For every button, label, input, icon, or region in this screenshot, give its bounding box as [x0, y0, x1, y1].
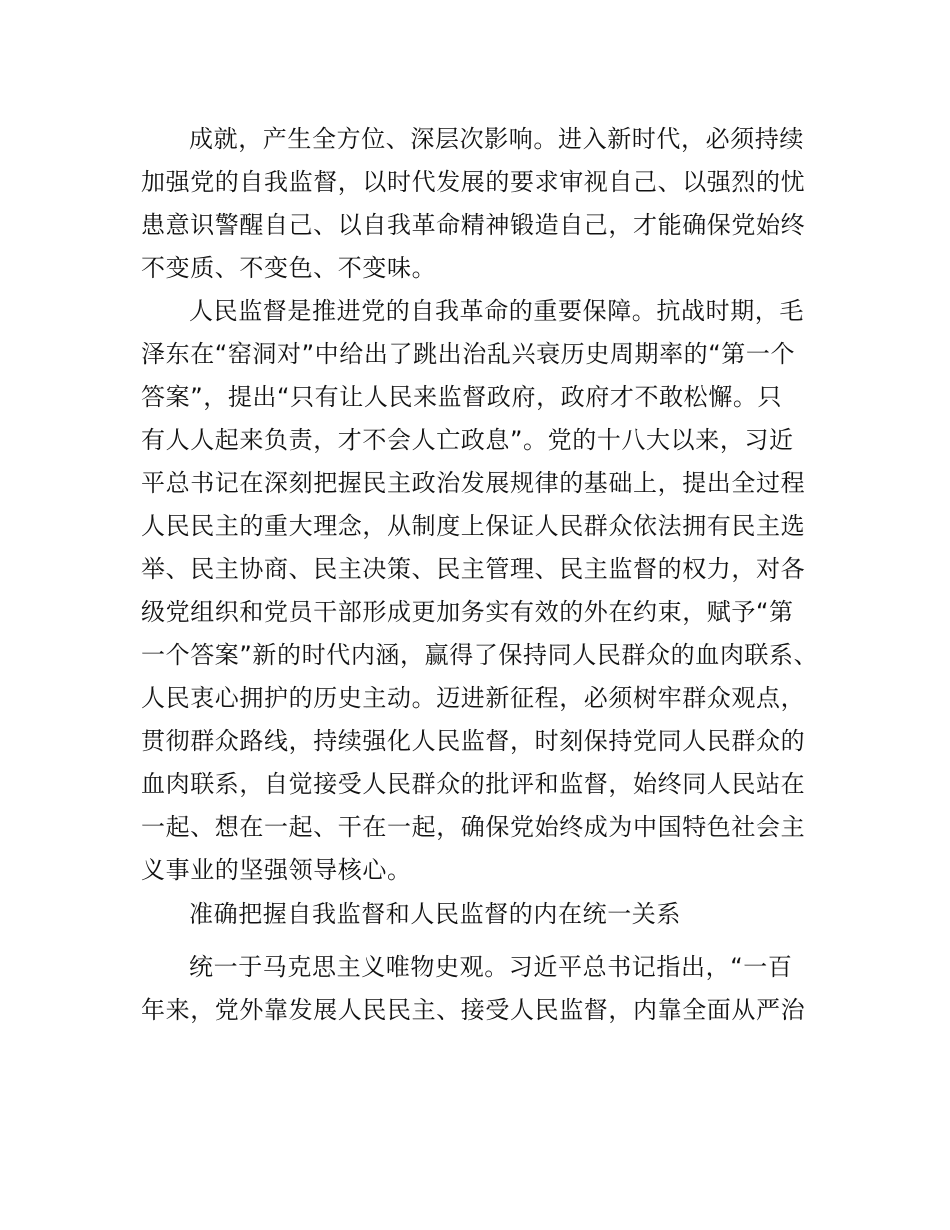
text-line: 血肉联系，自觉接受人民群众的批评和监督，始终同人民站在: [141, 770, 806, 798]
text-line: 答案”，提出“只有让人民来监督政府，政府才不敢松懈。只: [141, 383, 783, 411]
text-line: 加强党的自我监督，以时代发展的要求审视自己、以强烈的忧: [141, 168, 806, 196]
text-line: 级党组织和党员干部形成更加务实有效的外在约束，赋予“第: [141, 598, 794, 626]
text-line: 举、民主协商、民主决策、民主管理、民主监督的权力，对各: [141, 555, 806, 583]
section-heading: [141, 893, 841, 936]
text-line: 义事业的坚强领导核心。: [141, 856, 412, 884]
paragraph-people-supervision: [141, 290, 841, 892]
text-line: 人民衷心拥护的历史主动。迈进新征程，必须树牢群众观点，: [141, 684, 806, 712]
text-line: 患意识警醒自己、以自我革命精神锻造自己，才能确保党始终: [141, 211, 806, 239]
text-line: 贯彻群众路线，持续强化人民监督，时刻保持党同人民群众的: [141, 727, 806, 755]
text-line: 年来，党外靠发展人民民主、接受人民监督，内靠全面从严治: [141, 996, 806, 1024]
text-line: 一个答案”新的时代内涵，赢得了保持同人民群众的血肉联系、: [141, 641, 819, 669]
text-line: 人民民主的重大理念，从制度上保证人民群众依法拥有民主选: [141, 512, 806, 540]
heading-text: 准确把握自我监督和人民监督的内在统一关系: [189, 900, 681, 928]
text-line: 泽东在“窑洞对”中给出了跳出治乱兴衰历史周期率的“第一个: [141, 340, 796, 368]
paragraph-materialism: [141, 946, 841, 1032]
text-line: 一起、想在一起、干在一起，确保党始终成为中国特色社会主: [141, 813, 806, 841]
text-line: 不变质、不变色、不变味。: [141, 254, 437, 282]
text-line: 人民监督是推进党的自我革命的重要保障。抗战时期，毛: [189, 297, 804, 325]
text-line: 成就，产生全方位、深层次影响。进入新时代，必须持续: [189, 125, 804, 153]
paragraph-self-supervision: [141, 118, 841, 290]
text-line: 有人人起来负责，才不会人亡政息”。党的十八大以来，习近: [141, 426, 794, 454]
text-line: 平总书记在深刻把握民主政治发展规律的基础上，提出全过程: [141, 469, 806, 497]
text-line: 统一于马克思主义唯物史观。习近平总书记指出，“一百: [189, 953, 793, 981]
